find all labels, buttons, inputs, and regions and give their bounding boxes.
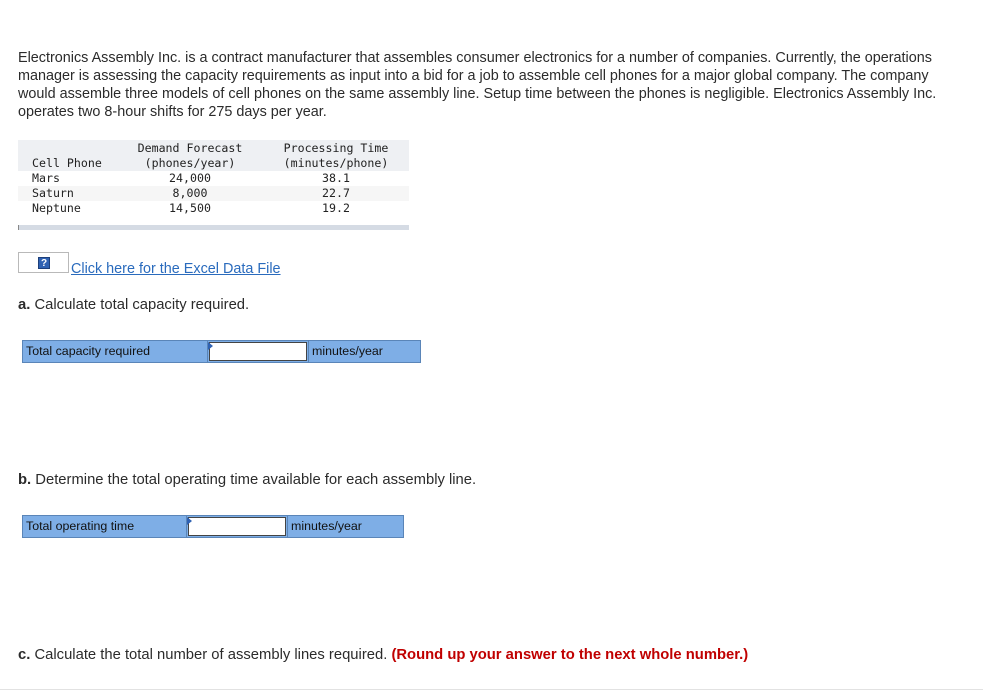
question-c-text: Calculate the total number of assembly lines required. <box>34 647 388 663</box>
question-c-letter: c. <box>18 647 31 663</box>
table-header <box>18 140 409 171</box>
answer-a-unit: minutes/year <box>308 340 421 363</box>
input-marker-icon <box>187 517 192 525</box>
cell-phone-name: Saturn <box>32 186 74 200</box>
question-b-letter: b. <box>18 472 32 488</box>
cell-processing-time: 19.2 <box>322 201 350 215</box>
cell-processing-time: 38.1 <box>322 171 350 185</box>
table-row <box>18 201 409 216</box>
answer-b-input-wrap <box>187 515 287 538</box>
help-icon[interactable]: ? <box>38 257 50 269</box>
cell-phone-name: Neptune <box>32 201 81 215</box>
header-demand-line1: Demand Forecast <box>137 141 243 155</box>
excel-data-link[interactable]: Click here for the Excel Data File <box>71 261 281 277</box>
table-bottom-rule <box>18 225 409 230</box>
header-cell-phone: Cell Phone <box>32 156 102 170</box>
question-a-letter: a. <box>18 297 31 313</box>
answer-b-row <box>22 515 404 538</box>
total-capacity-input[interactable] <box>209 342 307 361</box>
header-demand-line2: (phones/year) <box>144 156 236 170</box>
question-b <box>18 472 476 488</box>
help-button[interactable] <box>18 252 69 273</box>
question-c-note: (Round up your answer to the next whole number.) <box>391 647 749 663</box>
problem-intro: Electronics Assembly Inc. is a contract manufacturer that assembles consumer electronics for a number of companies. Currently, the operations manager is assessing the capacity requirements as input into a bid for a job to assemble cell phones for a major global company. The company would assemble three models of cell phones on the same assembly line. Setup time between the phones is negligible. Electronics Assembly Inc. operates two 8-hour shifts for 275 days per year. <box>18 50 937 120</box>
question-a-text: Calculate total capacity required. <box>34 297 250 313</box>
question-b-text: Determine the total operating time available for each assembly line. <box>35 472 477 488</box>
question-c <box>18 647 748 663</box>
cell-demand: 14,500 <box>169 201 211 215</box>
header-processing-line2: (minutes/phone) <box>283 156 389 170</box>
demand-table <box>18 140 409 230</box>
table-row <box>18 186 409 201</box>
cell-phone-name: Mars <box>32 171 60 185</box>
answer-a-input-wrap <box>208 340 308 363</box>
header-processing-line1: Processing Time <box>283 141 389 155</box>
answer-b-unit: minutes/year <box>287 515 404 538</box>
table-row <box>18 171 409 186</box>
cell-demand: 24,000 <box>169 171 211 185</box>
total-operating-time-input[interactable] <box>188 517 286 536</box>
answer-a-label: Total capacity required <box>22 340 208 363</box>
answer-a-row <box>22 340 421 363</box>
question-a <box>18 297 249 313</box>
answer-b-label: Total operating time <box>22 515 187 538</box>
footer-divider <box>0 689 983 690</box>
cell-processing-time: 22.7 <box>322 186 350 200</box>
cell-demand: 8,000 <box>172 186 208 200</box>
input-marker-icon <box>208 342 213 350</box>
